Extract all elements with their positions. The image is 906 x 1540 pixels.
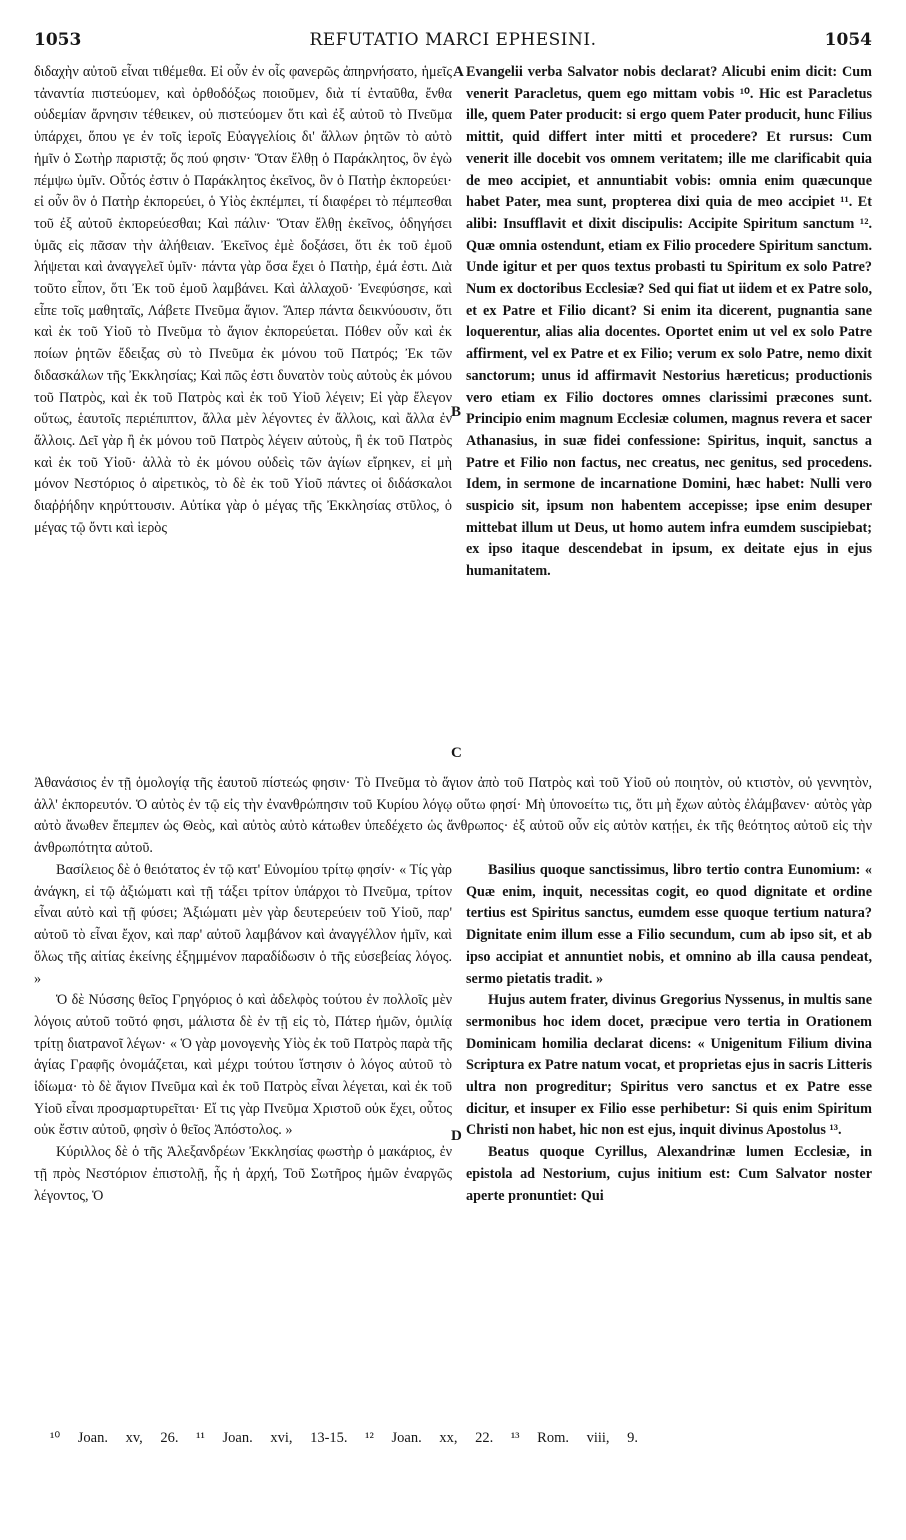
greek-column-bottom: [34, 860, 452, 1207]
latin-paragraph: Beatus quoque Cyrillus, Alexandrinæ lumen Ecclesiæ, in epistola ad Nestorium, cujus initium est: Cum Salvator noster aperte pronuntiet: Qui: [466, 1144, 872, 1204]
latin-column-top: [466, 62, 872, 583]
page-number-right: 1054: [824, 30, 872, 50]
page-header: [34, 30, 872, 56]
greek-paragraph: Κύριλλος δὲ ὁ τῆς Ἀλεξανδρέων Ἐκκλησίας φωστὴρ ὁ μακάριος, ἐν τῇ πρὸς Νεστόριον ἐπιστολῇ, ἧς ἡ ἀρχή, Τοῦ Σωτῆρος ἡμῶν ἐναργῶς λέγοντος, Ὁ: [34, 1144, 452, 1204]
latin-paragraph: Evangelii verba Salvator nobis declarat? Alicubi enim dicit: Cum venerit Paracletus, quem ego mittam vobis ¹⁰. Hic est Paracletus ille, quem Pater producit: si ergo quem Pater producit, hunc Filius mittit, quid differt inter mitti et procedere? Et rursus: Cum venerit ille docebit vos omnem veritatem; ille me clarificabit quia de meo accipiet, et annuntiabit vobis: omnia enim quæcunque habet Pater, mea sunt, propterea dixi quia de meo accipiet ¹¹. Et alibi: Insufflavit et dixit discipulis: Accipite Spiritum sanctum ¹². Quæ omnia ostendunt, etiam ex Filio procedere Spiritum sanctum. Unde igitur et per quos textus probasti tu Spiritum ex solo Patre? Num ex doctoribus Ecclesiæ? Sed qui fiat ut iidem et ex Patre solo, et ex Patre et Filio dicant? Si enim ita dicerent, pugnantia sane loquerentur, alias alia docentes. Oportet enim ut vel ex solo Patre affirment, vel ex Patre et ex Filio; verum ex solo Patre, nemo dixit sanctorum; unus id affirmavit Nestorius hæreticus; productionis vero etiam ex Filio doctores omnes clarissimi præcones sunt. Principio enim magnum Ecclesiæ columen, magnus revera et sacer Athanasius, in suæ fidei confessione: Spiritus, inquit, sanctus a Patre et Filio non factus, nec creatus, nec genitus, sed procedens. Idem, in sermone de incarnatione Domini, hæc habet: Nulli vero suspicio sit, ipsum non habentem accepisse; ipse enim desuper mittebat illum ut Deus, ut homo autem infra eumdem suscipiebat; ex ipso itaque descendebat in ipsum, ex deitate ejus in ejus humanitatem.: [466, 64, 872, 580]
margin-letter-d: D: [451, 1128, 462, 1144]
greek-full-width-block: [34, 773, 872, 860]
latin-paragraph: Hujus autem frater, divinus Gregorius Nyssenus, in multis sane sermonibus hoc idem docet, præcipue vero tertia in Orationem Dominicam homilia declarat dicens: « Unigenitum Filium divina Scriptura ex Patre natum vocat, et proprietas ejus in sacris Litteris ultra non progreditur; Spiritus vero sanctus et ex Patre esse dicitur, et insuper ex Filio esse perhibetur: Si quis enim Spiritum Christi non habet, hic non est ejus, inquit divinus Apostolus ¹³.: [466, 992, 872, 1139]
greek-paragraph: Ὁ δὲ Νύσσης θεῖος Γρηγόριος ὁ καὶ ἀδελφὸς τούτου ἐν πολλοῖς μὲν λόγοις αὐτοῦ τοῦτό φησι, μάλιστα δὲ ἐν τῇ εἰς τὸ, Πάτερ ἡμῶν, ὁμιλίᾳ τρίτῃ διατρανοῖ λέγων· « Ὁ γὰρ μονογενὴς Υἱὸς ἐκ τοῦ Πατρὸς παρὰ τῆς ἁγίας Γραφῆς ὀνομάζεται, καὶ μέχρι τούτου ἵστησιν ὁ λόγος αὐτοῦ τὸ ἰδίωμα· τὸ δὲ ἅγιον Πνεῦμα καὶ ἐκ τοῦ Πατρὸς εἶναι λέγεται, καὶ ἐκ τοῦ Υἱοῦ εἶναι προσμαρτυρεῖται· Εἴ τις γὰρ Πνεῦμα Χριστοῦ οὐκ ἔχει, οὗτος οὐκ ἔστιν αὐτοῦ, φησὶν ὁ θεῖος Ἀπόστολος. »: [34, 992, 452, 1139]
page-number-left: 1053: [34, 30, 82, 50]
margin-letter-c: C: [451, 745, 462, 761]
running-title: REFUTATIO MARCI EPHESINI.: [309, 30, 597, 50]
greek-paragraph: Βασίλειος δὲ ὁ θειότατος ἐν τῷ κατ' Εὐνομίου τρίτῳ φησίν· « Τίς γὰρ ἀνάγκη, εἰ τῷ ἀξιώματι καὶ τῇ τάξει τρίτον ὑπάρχοι τὸ Πνεῦμα, τρίτον εἶναι αὐτὸ καὶ τῇ φύσει; Ἀξιώματι μὲν γὰρ δευτερεύειν τοῦ Υἱοῦ, παρ' αὐτοῦ τὸ εἶναι ἔχον, καὶ παρ' αὐτοῦ λαμβάνον καὶ ἀναγγέλλον ἡμῖν, καὶ ὅλως τῆς αἰτίας ἐκείνης ἐξημμένον παραδίδωσιν ὁ τῆς εὐσεβείας λόγος. »: [34, 862, 452, 987]
margin-letter-a: A: [453, 64, 464, 80]
margin-letter-b: B: [451, 404, 462, 420]
latin-paragraph: Basilius quoque sanctissimus, libro tertio contra Eunomium: « Quæ enim, inquit, necessitas cogit, eo quod dignitate et ordine tertius est Spiritus sanctus, eumdem esse quoque tertium natura? Dignitate enim illum esse a Filio secundum, cum ab ipso sit, et ab ipso accipiat et annuntiet nobis, et omnino ab illa causa pendeat, sermo pietatis tradit. »: [466, 862, 872, 987]
greek-paragraph: διδαχὴν αὐτοῦ εἶναι τιθέμεθα. Εἰ οὖν ἐν οἷς φανερῶς ἀπηρνήσατο, ἡμεῖς τἀναντία πιστεύομεν, καὶ ὀρθοδόξως ποιοῦμεν, διὰ τί ἐνταῦθα, ἔνθα οὐδεμίαν ἄρνησιν τέθεικεν, οὐ πιστεύομεν ὅτι καὶ ἐξ αὐτοῦ τὸ Πνεῦμα ὑπάρχει, ὅπου γε ἐν τοῖς ἱεροῖς Εὐαγγελίοις δι' ἄλλων ῥητῶν τὸ αὐτὸ ἡμῖν ὁ Σωτὴρ παριστᾷ; ὅς πού φησιν· Ὅταν ἔλθῃ ὁ Παράκλητος, ὃν ἐγὼ πέμψω ὑμῖν. Οὗτός ἐστιν ὁ Παράκλητος ἐκεῖνος, ὃν ὁ Πατὴρ ἐκπορεύει· εἰ οὖν ὃν ὁ Πατὴρ ἐκπορεύει, ὁ Υἱὸς ἐκπέμπει, τί διαφέρει τὸ πέμπεσθαι τοῦ ἐξ αὐτοῦ ἐκπορεύεσθαι; Καὶ πάλιν· Ὅταν ἔλθῃ ἐκεῖνος, ὁδηγήσει ὑμᾶς εἰς πᾶσαν τὴν ἀλήθειαν. Ἐκεῖνος ἐμὲ δοξάσει, ὅτι ἐκ τοῦ ἐμοῦ λήψεται καὶ ἀναγγελεῖ ὑμῖν· πάντα γὰρ ὅσα ἔχει ὁ Πατὴρ, ἐμά ἐστι. Διὰ τοῦτο εἶπον, ὅτι Ἐκ τοῦ ἐμοῦ λαμβάνει. Καὶ ἀλλαχοῦ· Ἐνεφύσησε, καὶ εἶπε τοῖς μαθηταῖς, Λάβετε Πνεῦμα ἅγιον. Ἅπερ πάντα δεικνύουσιν, ὅτι καὶ ἐκ τοῦ Υἱοῦ τὸ Πνεῦμα τὸ ἅγιον ἐκπορεύεται. Πόθεν οὖν καὶ ἐκ ποίων ῥητῶν ἔδειξας σὺ τὸ Πνεῦμα ἐκ μόνου τοῦ Πατρός; Ἐκ τῶν διδασκάλων τῆς Ἐκκλησίας; Καὶ πῶς ἐστι δυνατὸν τοὺς αὐτοὺς ἐκ μόνου τοῦ Πατρὸς, καὶ ἐκ τοῦ Πατρὸς καὶ ἐκ τοῦ Υἱοῦ λέγειν; Εἰ γὰρ ἔλεγον οὕτως, ἑαυτοῖς περιέπιπτον, ἄλλα μὲν λέγοντες ἐν ἄλλοις, καὶ ἄλλα ἐν ἄλλοις. Δεῖ γὰρ ἢ ἐκ μόνου τοῦ Πατρὸς λέγειν αὐτοὺς, ἢ ἐκ τοῦ Πατρὸς καὶ ἐκ τοῦ Υἱοῦ· ἀλλὰ τὸ ἐκ μόνου οὐδεὶς τῶν ἁγίων εἴρηκεν, εἰ μὴ μόνον Νεστόριος ὁ αἱρετικὸς, τὸ δὲ ἐκ τοῦ Υἱοῦ πάντες οἱ διδάσκαλοι διαῤῥήδην κηρύττουσιν. Αὐτίκα γὰρ ὁ μέγας τῆς Ἐκκλησίας στῦλος, ὁ μέγας τῷ ὄντι καὶ ἱερὸς: [34, 64, 452, 536]
footnotes: ¹⁰ Joan. xv, 26. ¹¹ Joan. xvi, 13-15. ¹² Joan. xx, 22. ¹³ Rom. viii, 9.: [50, 1430, 639, 1446]
greek-paragraph: Ἀθανάσιος ἐν τῇ ὁμολογίᾳ τῆς ἑαυτοῦ πίστεώς φησιν· Τὸ Πνεῦμα τὸ ἅγιον ἀπὸ τοῦ Πατρὸς καὶ τοῦ Υἱοῦ οὐ ποιητὸν, οὐ κτιστὸν, οὐ γεννητὸν, ἀλλ' ἐκπορευτόν. Ὁ αὐτὸς ἐν τῷ εἰς τὴν ἐνανθρώπησιν τοῦ Κυρίου λόγῳ οὕτω φησί· Μὴ ὑπονοείτω τις, ὅτι μὴ ἔχων αὐτὸς ἐλάμβανεν· αὐτὸς γὰρ αὐτὸ ἄνωθεν ἔπεμπεν ὡς Θεὸς, καὶ αὐτὸς αὐτὸ κάτωθεν ὑπεδέχετο ὡς ἄνθρωπος· ἐξ αὐτοῦ οὖν εἰς αὐτὸν κατῄει, ἐκ τῆς θεότητος αὐτοῦ εἰς τὴν ἀνθρωπότητα αὐτοῦ.: [34, 775, 872, 857]
greek-column-top: [34, 62, 452, 539]
latin-column-bottom: [466, 860, 872, 1207]
